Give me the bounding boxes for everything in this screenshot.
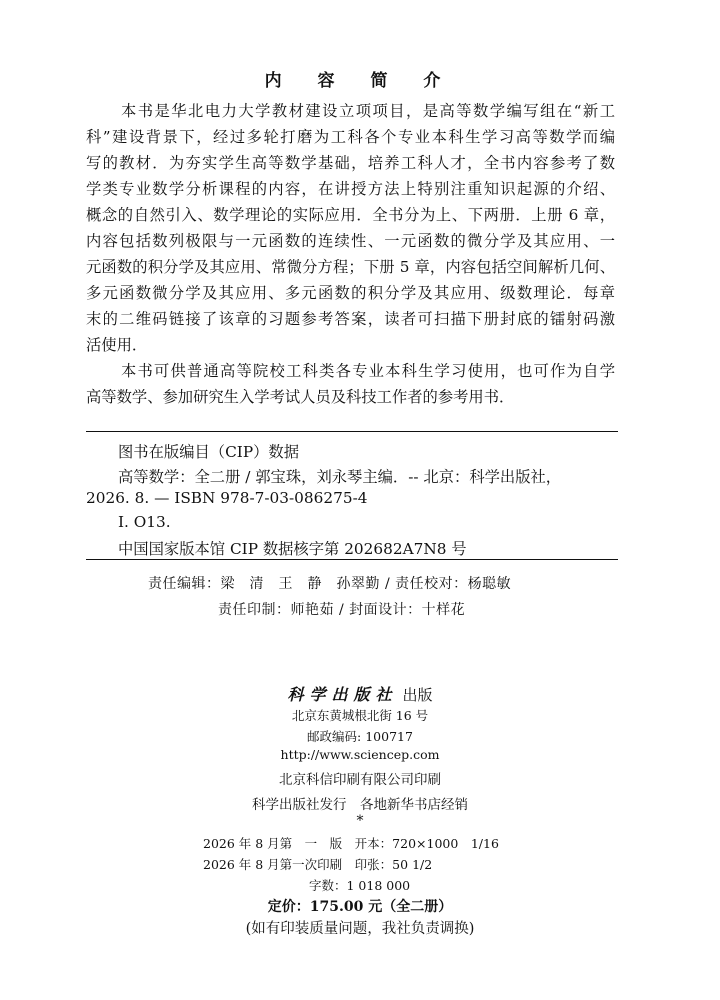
divider [86, 559, 618, 560]
credits-printing: 责任印制：师艳茹 / 封面设计：十样花 [218, 602, 466, 618]
separator-star: * [356, 813, 364, 829]
summary [0, 0, 720, 406]
summary-line: 高等数学、参加研究生入学考试人员及科技工作者的参考用书． [86, 388, 515, 406]
cip-title: 图书在版编目（CIP）数据 [118, 443, 300, 461]
publisher-website: http://www.sciencep.com [280, 747, 440, 762]
publisher-postcode: 邮政编码: 100717 [307, 729, 413, 744]
publisher-address: 北京东黄城根北街 16 号 [291, 708, 429, 723]
summary-line: 科”建设背景下，经过多轮打磨为工科各个专业本科生学习高等数学而编 [86, 128, 615, 146]
summary-line: 内容包括数列极限与一元函数的连续性、一元函数的微分学及其应用、一 [86, 232, 615, 250]
publisher-suffix: 出版 [402, 686, 433, 704]
cip-line: Ⅰ. O13. [118, 513, 171, 531]
quality-notice: (如有印装质量问题，我社负责调换) [245, 921, 475, 937]
summary-line: 元函数的积分学及其应用、常微分方程；下册 5 章，内容包括空间解析几何、 [86, 258, 615, 276]
cip-line: 高等数学：全二册 / 郭宝珠，刘永琴主编．-- 北京：科学出版社， [118, 468, 562, 486]
publisher-logo: 科学出版社 [287, 685, 398, 704]
cip-line: 2026. 8. — ISBN 978-7-03-086275-4 [86, 489, 368, 507]
summary-line: 活使用． [86, 336, 148, 354]
price: 定价：175.00 元（全二册） [267, 899, 453, 915]
page-title: 内 容 简 介 [264, 71, 456, 91]
summary-line: 学类专业数学分析课程的内容，在讲授方法上特别注重知识起源的介绍、 [86, 180, 615, 198]
summary-line: 写的教材．为夯实学生高等数学基础，培养工科人才，全书内容参考了数 [86, 154, 615, 172]
cip-line: 中国国家版本馆 CIP 数据核字第 202682A7N8 号 [118, 540, 467, 558]
summary-line: 末的二维码链接了该章的习题参考答案，读者可扫描下册封底的镭射码激 [86, 310, 615, 328]
summary-line: 概念的自然引入、数学理论的实际应用．全书分为上、下两册．上册 6 章， [86, 206, 615, 224]
divider [86, 431, 618, 432]
printer: 北京科信印刷有限公司印刷 [279, 772, 441, 788]
distribution: 科学出版社发行 各地新华书店经销 [252, 797, 468, 813]
credits-editors: 责任编辑：梁 清 王 静 孙翠勤 / 责任校对：杨聪敏 [148, 576, 512, 592]
summary-line: 本书是华北电力大学教材建设立项项目，是高等数学编写组在“新工 [121, 102, 615, 120]
edition-line: 2026 年 8 月第 一 版 开本：720×1000 1/16 [203, 836, 499, 851]
summary-line: 本书可供普通高等院校工科类各专业本科生学习使用，也可作为自学 [121, 362, 615, 380]
publisher-line [0, 682, 720, 705]
edition-line: 字数：1 018 000 [309, 878, 411, 893]
edition-line: 2026 年 8 月第一次印刷 印张：50 1/2 [203, 857, 433, 872]
summary-line: 多元函数微分学及其应用、多元函数的积分学及其应用、级数理论．每章 [86, 284, 615, 302]
